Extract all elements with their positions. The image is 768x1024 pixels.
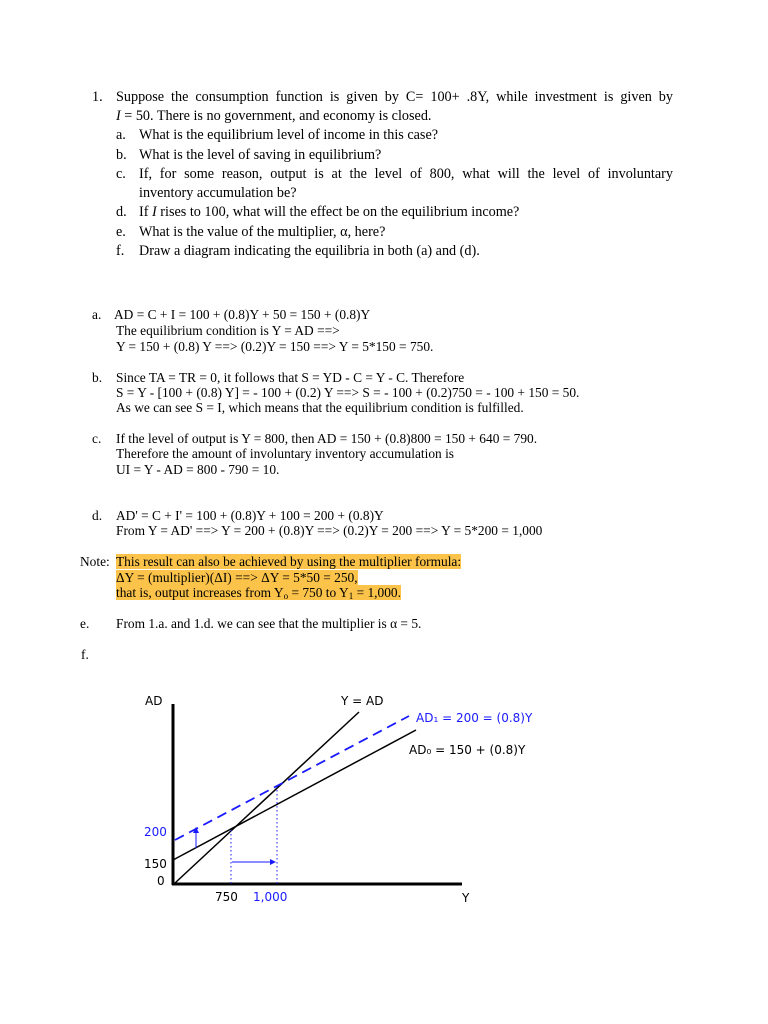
part-a-label: a. — [116, 127, 126, 143]
answer-a-line-2: The equilibrium condition is Y = AD ==> — [116, 323, 340, 338]
note-line-3-c: = 1,000. — [353, 585, 401, 600]
tick-label-150: 150 — [144, 857, 167, 871]
answer-c-line-1: If the level of output is Y = 800, then AD = 150 + (0.8)800 = 150 + 640 = 790. — [116, 431, 538, 446]
ad0-line — [173, 730, 416, 860]
line-45-degree — [175, 712, 359, 883]
answer-d-label: d. — [92, 508, 103, 523]
question-line-1: Suppose the consumption function is given by C= 100+ .8Y, while investment is given by — [116, 89, 673, 105]
part-e-label: e. — [116, 224, 126, 240]
answer-e-label: e. — [80, 616, 90, 631]
part-c-text-2: inventory accumulation be? — [139, 185, 297, 201]
answer-d-line-2: From Y = AD' ==> Y = 200 + (0.8)Y ==> (0.2)Y = 200 ==> Y = 5*200 = 1,000 — [116, 523, 543, 538]
answer-c-line-2: Therefore the amount of involuntary inventory accumulation is — [116, 446, 455, 461]
answer-d-line-1: AD' = C + I' = 100 + (0.8)Y + 100 = 200 + (0.8)Y — [116, 508, 384, 523]
tick-label-0: 0 — [157, 874, 165, 888]
part-d-pre: If — [139, 204, 152, 220]
part-a-text: What is the equilibrium level of income in this case? — [139, 127, 439, 143]
part-d-var: I — [152, 204, 157, 220]
answer-b-line-2: S = Y - [100 + (0.8) Y] = - 100 + (0.2) Y ==> S = - 100 + (0.2)750 = - 100 + 150 = 50. — [116, 385, 580, 400]
answer-e-text: From 1.a. and 1.d. we can see that the multiplier is α = 5. — [116, 616, 422, 631]
answer-b-label: b. — [92, 370, 103, 385]
note-line-3-b: = 750 to Y — [288, 585, 349, 600]
note-line-2-text: ΔY = (multiplier)(ΔI) ==> ΔY = 5*50 = 250, — [116, 570, 358, 585]
part-b-text: What is the level of saving in equilibrium? — [139, 147, 382, 163]
part-d-rest: rises to 100, what will the effect be on the equilibrium income? — [156, 204, 520, 220]
tick-label-750: 750 — [215, 890, 238, 904]
y-axis-label: AD — [145, 694, 163, 708]
answer-f-label: f. — [81, 647, 89, 662]
ad0-label: AD₀ = 150 + (0.8)Y — [409, 743, 526, 757]
part-c-label: c. — [116, 166, 126, 182]
ad1-line — [175, 716, 409, 840]
investment-variable: I — [116, 108, 121, 124]
line-45-label: Y = AD — [341, 694, 384, 708]
part-b-label: b. — [116, 147, 127, 163]
part-d-label: d. — [116, 204, 127, 220]
note-line-1-text: This result can also be achieved by using the multiplier formula: — [116, 554, 462, 569]
answer-b-line-3: As we can see S = I, which means that the equilibrium condition is fulfilled. — [116, 400, 524, 415]
part-f-text: Draw a diagram indicating the equilibria in both (a) and (d). — [139, 243, 480, 259]
tick-label-1000: 1,000 — [253, 890, 288, 904]
question-line-2-text: = 50. There is no government, and economy is closed. — [120, 108, 432, 124]
answer-c-line-3: UI = Y - AD = 800 - 790 = 10. — [116, 462, 280, 477]
part-c-text: If, for some reason, output is at the level of 800, what will the level of involuntary — [139, 166, 673, 182]
note-y0-sub: o — [283, 591, 289, 601]
note-line-3-a: that is, output increases from Y — [116, 585, 284, 600]
question-number: 1. — [92, 89, 103, 105]
tick-label-200: 200 — [144, 825, 167, 839]
answer-b-line-1: Since TA = TR = 0, it follows that S = YD - C = Y - C. Therefore — [116, 370, 465, 385]
part-f-label: f. — [116, 243, 125, 259]
note-label: Note: — [80, 554, 110, 569]
part-e-text: What is the value of the multiplier, α, here? — [139, 224, 386, 240]
answer-a-line-1: AD = C + I = 100 + (0.8)Y + 50 = 150 + (0.8)Y — [114, 307, 371, 322]
answer-c-label: c. — [92, 431, 102, 446]
ad1-label: AD₁ = 200 = (0.8)Y — [416, 711, 533, 725]
answer-a-line-3: Y = 150 + (0.8) Y ==> (0.2)Y = 150 ==> Y = 5*150 = 750. — [116, 339, 434, 354]
x-axis-label: Y — [462, 891, 470, 905]
income-shift-arrowhead — [270, 859, 276, 865]
answer-a-label: a. — [92, 307, 102, 322]
note-y1-sub: 1 — [348, 591, 354, 601]
